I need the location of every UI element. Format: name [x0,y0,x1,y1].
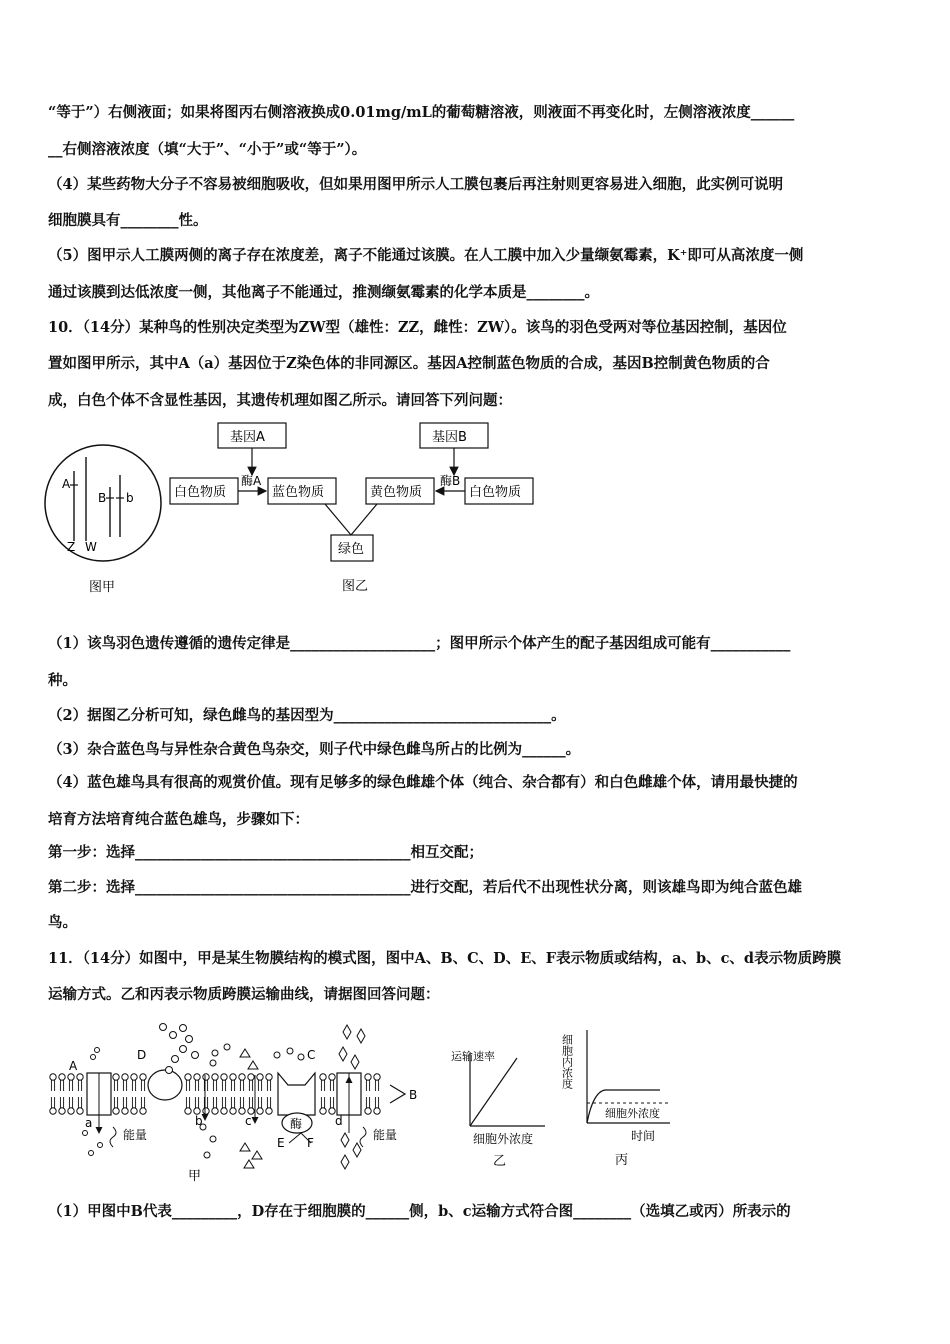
lipid-head [257,1074,263,1080]
q10-step2-line2: 鸟。 [48,914,77,931]
q10-stem-line1: 10．（14分）某种鸟的性别决定类型为ZW型（雄性：ZZ，雌性：ZW）。该鸟的羽色受两对等位基因控制，基因位 [48,319,787,336]
lipid-head [194,1074,200,1080]
gene-B-text: 基因B [432,430,467,445]
lipid-head [68,1074,74,1080]
lipid-head [221,1108,227,1114]
lipid-head [266,1108,272,1114]
blue-substance-text: 蓝色物质 [272,485,325,500]
q9-p5-line2: 通过该膜到达低浓度一侧，其他离子不能通过，推测缬氨霉素的化学本质是________。 [48,284,599,301]
lipid-head [365,1108,371,1114]
enzyme-label: 酶 [290,1117,303,1131]
label-D: D [137,1048,147,1062]
lipid-head [320,1108,326,1114]
lipid-head [59,1074,65,1080]
fig-jia-caption: 图甲 [89,580,116,595]
green-text: 绿色 [338,542,365,557]
label-a: a [85,1116,93,1130]
graph-bing-ylabel: 细胞内浓度 [560,1034,574,1089]
q10-step1: 第一步：选择______________________________________相互交配； [48,844,483,861]
fig-jia-caption: 甲 [188,1169,202,1184]
q9-p4-line1: （4）某些药物大分子不容易被细胞吸收，但如果用图甲所示人工膜包裹后再注射则更容易进入细胞，此实例可说明 [48,176,784,193]
q10-p1-line1: （1）该鸟羽色遗传遵循的遗传定律是____________________；图甲所示个体产生的配子基因组成可能有___________ [48,635,791,652]
lipid-head [113,1074,119,1080]
q9-line2: __右侧溶液浓度（填“大于”、“小于”或“等于”）。 [48,141,367,158]
q11-p1: （1）甲图中B代表_________，D存在于细胞膜的______侧，b、c运输方式符合图________（选填乙或丙）所表示的 [48,1203,791,1220]
label-A: A [69,1059,78,1073]
label-E: E [277,1136,285,1150]
energy-label-2: 能量 [373,1128,398,1142]
lipid-head [122,1074,128,1080]
lipid-head [50,1108,56,1114]
yellow-substance-text: 黄色物质 [370,485,423,500]
q10-p1-line2: 种。 [48,672,77,689]
gene-A-label: A [62,477,71,491]
graph-bing-caption: 丙 [615,1153,629,1168]
lipid-head [131,1074,137,1080]
q11-graph-yi [445,1048,555,1168]
q9-p4-line2: 细胞膜具有________性。 [48,212,208,229]
q9-line1: “等于”）右侧液面；如果将图丙右侧溶液换成0.01mg/mL的葡萄糖溶液，则液面不再变化时，左侧溶液浓度______ [48,104,795,121]
white-substance-text-2: 白色物质 [469,485,522,500]
lipid-head [230,1108,236,1114]
lipid-head [68,1108,74,1114]
glycoprotein-D [148,1070,182,1100]
white-substance-text-1: 白色物质 [174,485,227,500]
q11-stem-line2: 运输方式。乙和丙表示物质跨膜运输曲线，请据图回答问题： [48,986,440,1003]
lipid-head [212,1074,218,1080]
lipid-head [113,1108,119,1114]
label-C: C [307,1048,316,1062]
label-F: F [307,1136,314,1150]
energy-label-1: 能量 [123,1128,148,1142]
q11-stem-line1: 11．（14分）如图中，甲是某生物膜结构的模式图，图中A、B、C、D、E、F表示物质或结构，a、b、c、d表示物质跨膜 [48,950,842,967]
q9-p5-line1: （5）图甲示人工膜两侧的离子存在浓度差，离子不能通过该膜。在人工膜中加入少量缬氨霉素，K⁺即可从高浓度一侧 [48,247,804,264]
linear-curve [470,1058,517,1126]
q11-membrane-figure [45,1015,430,1185]
q10-stem-line3: 成，白色个体不含显性基因，其遗传机理如图乙所示。请回答下列问题： [48,392,512,409]
label-c: c [245,1114,252,1128]
carrier-protein [278,1073,315,1115]
lipid-head [122,1108,128,1114]
lipid-head [248,1074,254,1080]
lipid-head [185,1108,191,1114]
label-B: B [409,1088,418,1102]
lipid-head [329,1074,335,1080]
lipid-head [140,1108,146,1114]
gene-A-text: 基因A [230,430,265,445]
lipid-head [365,1074,371,1080]
lipid-head [203,1074,209,1080]
lipid-head [131,1108,137,1114]
lipid-head [77,1108,83,1114]
lipid-head [374,1108,380,1114]
lipid-head [77,1074,83,1080]
lipid-head [320,1074,326,1080]
lipid-head [239,1074,245,1080]
enzyme-B-text: 酶B [440,474,461,488]
lipid-head [221,1074,227,1080]
lipid-head [59,1108,65,1114]
graph-bing-xlabel: 时间 [631,1129,656,1143]
q10-p3: （3）杂合蓝色鸟与异性杂合黄色鸟杂交，则子代中绿色雌鸟所占的比例为______。 [48,741,581,758]
q11-graph-bing [560,1020,680,1170]
enzyme-A-text: 酶A [241,474,262,488]
gene-B-label: B [98,491,107,505]
q10-figure-jia [40,415,180,600]
chrom-W-label: W [85,540,97,554]
lipid-head [50,1074,56,1080]
lipid-head [257,1108,263,1114]
lipid-head [140,1074,146,1080]
q10-stem-line2: 置如图甲所示，其中A（a）基因位于Z染色体的非同源区。基因A控制蓝色物质的合成，基因B控制黄色物质的合 [48,355,770,372]
lipid-head [203,1108,209,1114]
chrom-Z-label: Z [67,540,76,554]
graph-yi-xlabel: 细胞外浓度 [473,1132,534,1146]
lipid-head [230,1074,236,1080]
lipid-head [374,1074,380,1080]
lipid-head [266,1074,272,1080]
fig-yi-caption: 图乙 [342,579,369,594]
lipid-head [185,1074,191,1080]
gene-b-label: b [126,491,134,505]
q10-p4-line2: 培育方法培育纯合蓝色雄鸟，步骤如下： [48,811,309,828]
q10-step2-line1: 第二步：选择______________________________________进行交配，若后代不出现性状分离，则该雄鸟即为纯合蓝色雄 [48,879,802,896]
label-d: d [335,1114,343,1128]
graph-yi-caption: 乙 [493,1154,507,1169]
graph-bing-dash-label: 细胞外浓度 [605,1107,660,1120]
graph-yi-ylabel [451,1049,495,1063]
q10-p4-line1: （4）蓝色雄鸟具有很高的观赏价值。现有足够多的绿色雌雄个体（纯合、杂合都有）和白色雌雄个体，请用最快捷的 [48,774,798,791]
label-b: b [195,1114,203,1128]
lipid-head [212,1108,218,1114]
q10-p2: （2）据图乙分析可知，绿色雌鸟的基因型为______________________________。 [48,707,566,724]
graph-yi-ylabel-text: 运输速率 [451,1050,495,1063]
q10-figure-yi [165,418,540,603]
